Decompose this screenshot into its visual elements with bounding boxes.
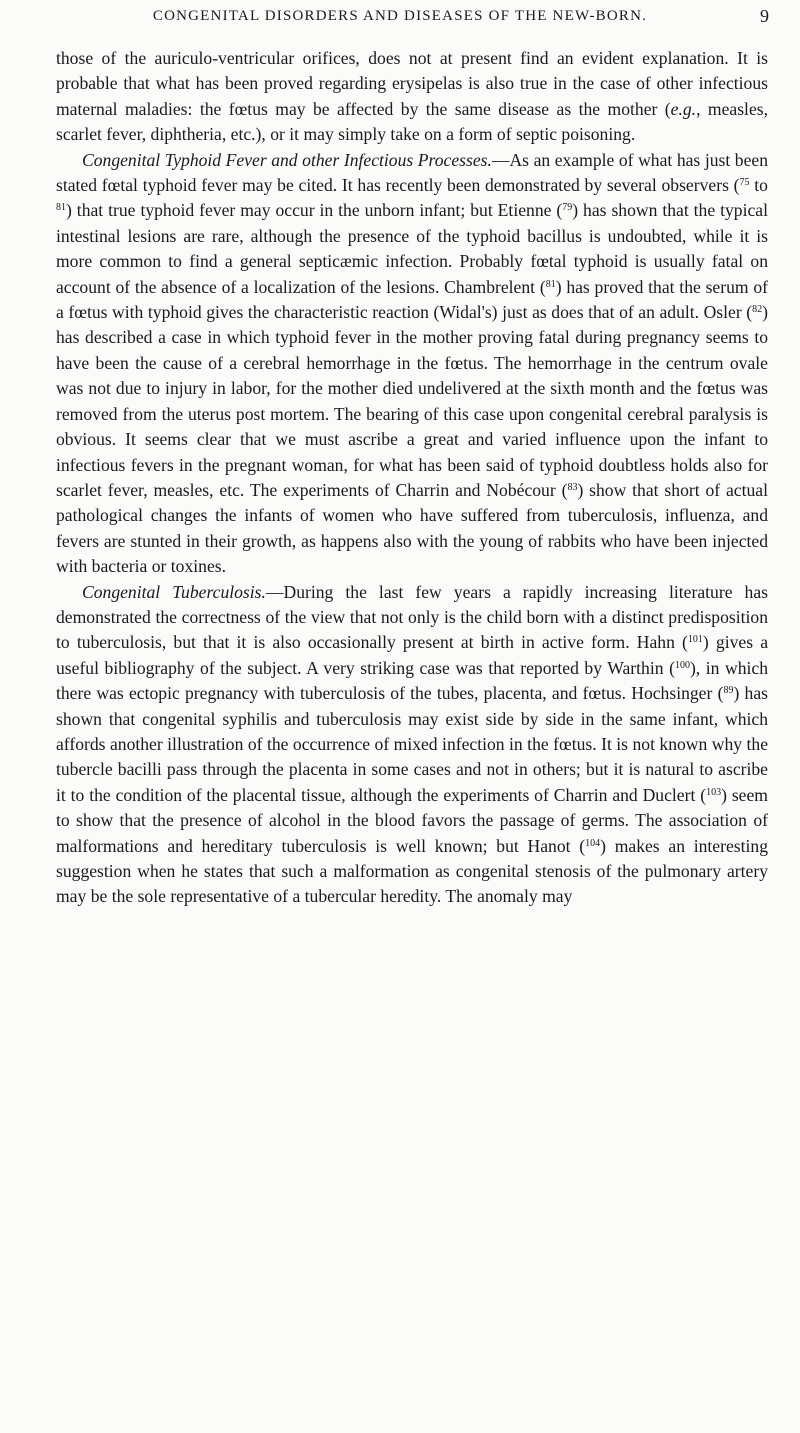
- italic-text: Congenital Tuberculosis.: [82, 581, 266, 602]
- text-run: ), in which there was ectopic pregnancy with tuberculosis of the tubes, placenta, and fœtus. Hochsinger (: [56, 657, 768, 704]
- text-run: ) show that short of actual pathological changes the infants of women who have suffered from tuberculosis, influenza, and fevers are stunted in their growth, as happens also with the young of rabbits who have been injected with bacteria or toxines.: [56, 479, 768, 577]
- reference-number: 81: [56, 202, 66, 214]
- text-run: ) makes an interesting suggestion when he states that such a malformation as congenital stenosis of the pulmonary artery may be the sole representative of a tubercular heredity. The anomaly may: [56, 835, 768, 907]
- reference-number: 81: [545, 278, 556, 290]
- text-run: ) has described a case in which typhoid fever in the mother proving fatal during pregnancy seems to have been the cause of a cerebral hemorrhage in the fœtus. The hemorrhage in the centrum ovale was not due to injury in labor, for the mother died undelivered at the sixth month and the fœtus was removed from the uterus post mortem. The bearing of this case upon congenital cerebral paralysis is obvious. It seems clear that we must ascribe a great and varied influence upon the infant to infectious fevers in the pregnant woman, for what has been said of typhoid doubtless holds also for scarlet fever, measles, etc. The experiments of Charrin and Nobécour (: [56, 302, 768, 500]
- italic-text: Congenital Typhoid Fever and other Infectious Processes.: [82, 149, 492, 170]
- reference-number: 82: [752, 304, 763, 316]
- reference-number: 75: [739, 177, 750, 189]
- text-run: —As an example of what has just been stated fœtal typhoid fever may be cited. It has recently been demonstrated by several observers (: [56, 149, 768, 196]
- reference-number: 89: [723, 685, 734, 697]
- text-run: , measles, scarlet fever, diphtheria, etc.), or it may simply take on a form of septic poisoning.: [56, 98, 768, 145]
- reference-number: 103: [706, 786, 722, 798]
- text-run: ) has proved that the serum of a fœtus with typhoid gives the characteristic reaction (Widal's) just as does that of an adult. Osler (: [56, 276, 768, 323]
- text-run: ) has shown that congenital syphilis and tuberculosis may exist side by side in the same infant, which affords another illustration of the occurrence of mixed infection in the fœtus. It is not known why the tubercle bacilli pass through the placenta in some cases and not in others; but it is natural to ascribe it to the condition of the placental tissue, although the experiments of Charrin and Duclert (: [56, 683, 768, 805]
- reference-number: 101: [687, 634, 703, 646]
- running-head: CONGENITAL DISORDERS AND DISEASES OF THE NEW-BORN.: [152, 8, 648, 24]
- reference-number: 83: [567, 481, 578, 493]
- reference-number: 104: [585, 837, 601, 849]
- paragraph: [56, 148, 768, 580]
- text-run: ) seem to show that the presence of alcohol in the blood favors the passage of germs. The association of malformations and hereditary tuberculosis is well known; but Hanot (: [56, 784, 768, 856]
- text-run: to: [749, 175, 768, 196]
- text-run: those of the auriculo-ventricular orifices, does not at present find an evident explanation. It is probable that what has been proved regarding erysipelas is also true in the case of other infectious maternal maladies: the fœtus may be affected by the same disease as the mother (: [56, 48, 768, 119]
- text-run: ) that true typhoid fever may occur in the unborn infant; but Etienne (: [66, 200, 563, 221]
- text-run: ) gives a useful bibliography of the subject. A very striking case was that reported by Warthin (: [56, 632, 768, 678]
- body-text: [56, 46, 768, 910]
- paragraph: [56, 580, 768, 910]
- page-number: 9: [760, 6, 769, 26]
- text-run: —During the last few years a rapidly increasing literature has demonstrated the correctness of the view that not only is the child born with a distinct predisposition to tuberculosis, but that it is also occasionally present at birth in active form. Hahn (: [56, 581, 768, 653]
- italic-text: e.g.: [670, 98, 697, 119]
- reference-number: 100: [674, 659, 690, 671]
- paragraph: [56, 46, 768, 148]
- reference-number: 79: [562, 202, 573, 214]
- text-run: ) has shown that the typical intestinal lesions are rare, although the presence of the typhoid bacillus is undoubted, while it is more common to find a general septicæmic infection. Probably fœtal typhoid is usually fatal on account of the absence of a localization of the lesions. Chambrelent (: [56, 200, 768, 297]
